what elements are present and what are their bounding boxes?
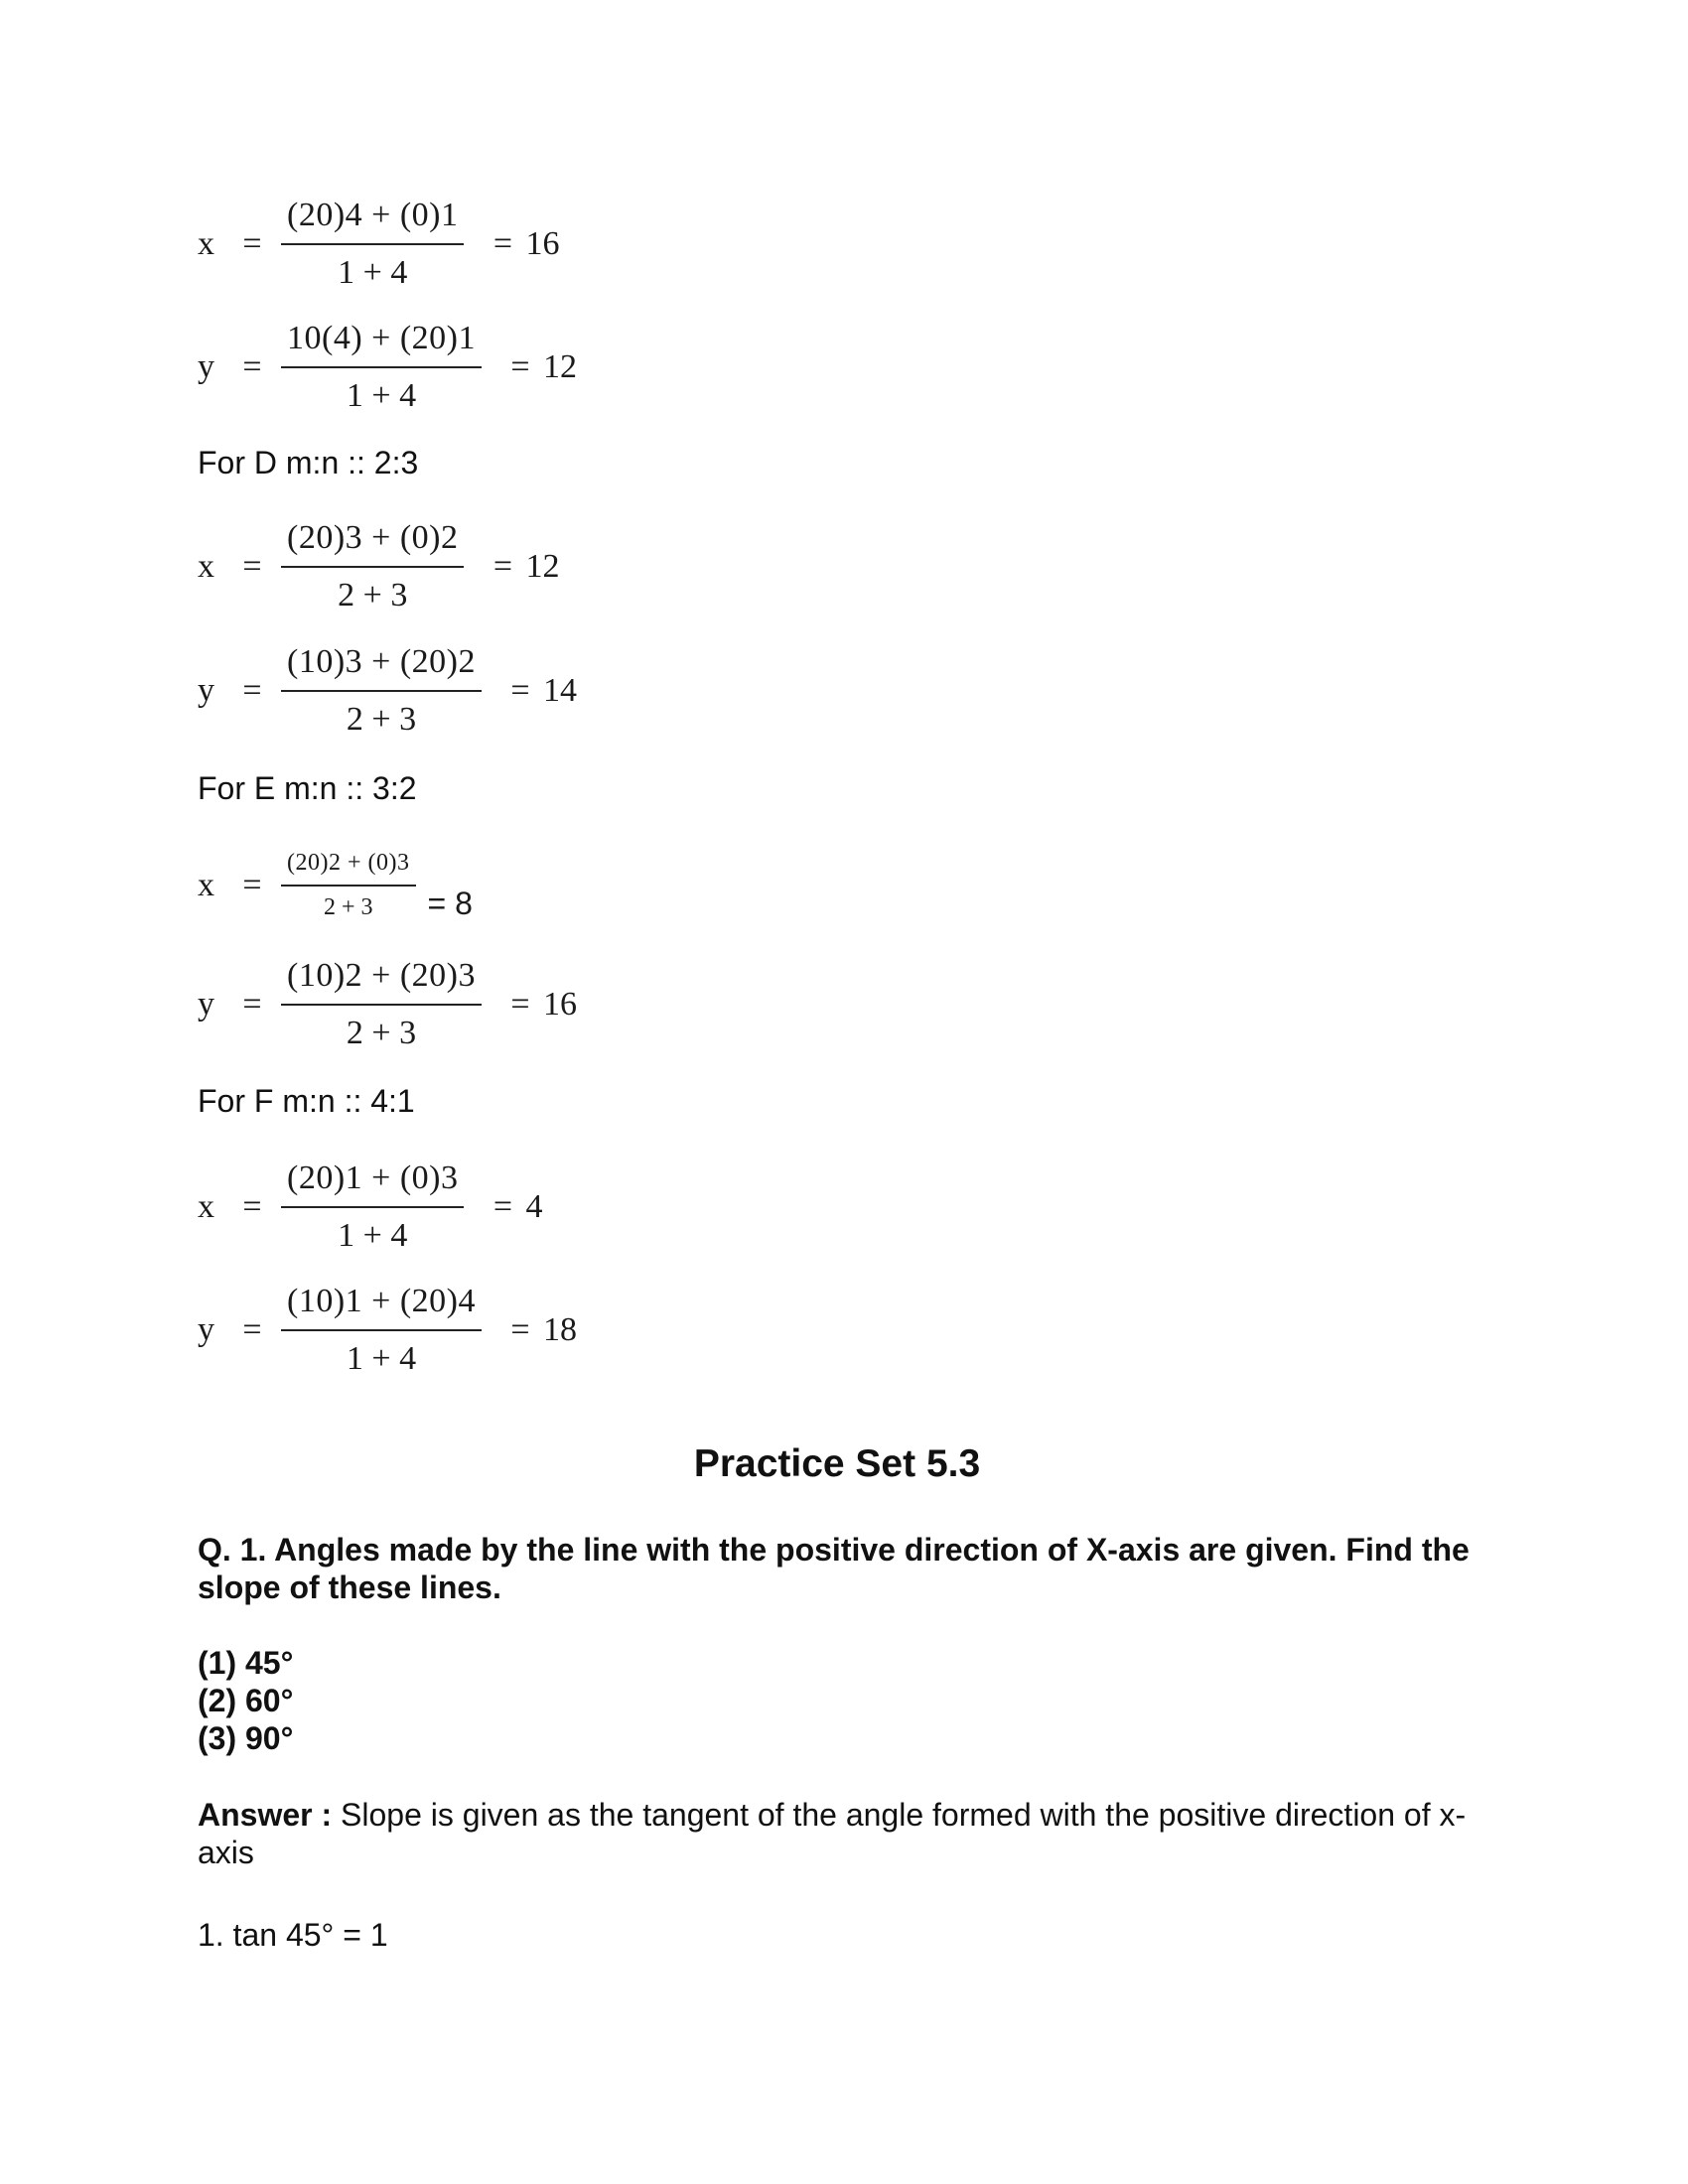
equals-sign: = bbox=[242, 548, 262, 585]
equation-result bbox=[497, 1311, 577, 1349]
equation-result bbox=[497, 986, 577, 1024]
fraction-numerator: (20)1 + (0)3 bbox=[287, 1160, 459, 1196]
equals-sign: = bbox=[242, 986, 262, 1023]
option-item: (1) 45° bbox=[198, 1645, 294, 1681]
fraction-numerator: (20)3 + (0)2 bbox=[287, 519, 459, 556]
fraction-numerator: (20)2 + (0)3 bbox=[287, 850, 410, 876]
equals-sign: = bbox=[492, 225, 513, 262]
equation-result bbox=[428, 886, 473, 922]
fraction bbox=[281, 643, 482, 739]
equation-result bbox=[480, 1188, 542, 1226]
fraction-denominator: 1 + 4 bbox=[338, 254, 408, 291]
equation-variable: x bbox=[198, 548, 214, 585]
equation-y-f bbox=[198, 1283, 577, 1378]
equation-result bbox=[480, 225, 559, 263]
fraction-numerator: 10(4) + (20)1 bbox=[287, 320, 476, 356]
equals-sign: = bbox=[510, 348, 530, 385]
label-for-d: For D m:n :: 2:3 bbox=[198, 445, 419, 480]
fraction-numerator: (10)1 + (20)4 bbox=[287, 1283, 476, 1319]
answer-text: Slope is given as the tangent of the angle formed with the positive direction of x-axis bbox=[198, 1797, 1467, 1870]
fraction-denominator: 2 + 3 bbox=[346, 701, 417, 738]
result-value: 12 bbox=[542, 348, 577, 385]
equation-variable: y bbox=[198, 672, 214, 709]
equation-result bbox=[497, 348, 577, 386]
result-value: 16 bbox=[525, 225, 560, 262]
equation-x-e bbox=[198, 850, 473, 921]
equation-x-f bbox=[198, 1160, 542, 1255]
section-heading-text: Practice Set 5.3 bbox=[693, 1442, 981, 1485]
label-for-e: For E m:n :: 3:2 bbox=[198, 770, 417, 806]
equation-variable: x bbox=[198, 225, 214, 262]
equation-result bbox=[480, 548, 559, 586]
equation-x-d bbox=[198, 519, 559, 614]
question-text: Q. 1. Angles made by the line with the positive direction of X-axis are given. Find the slope of these lines. bbox=[198, 1532, 1470, 1605]
result-value: 16 bbox=[542, 986, 577, 1023]
label-for-f: For F m:n :: 4:1 bbox=[198, 1083, 415, 1119]
result-value: 8 bbox=[455, 885, 473, 921]
result-value: 14 bbox=[542, 672, 577, 709]
equals-sign: = bbox=[510, 986, 530, 1023]
equation-y-d bbox=[198, 643, 577, 739]
option-item: (3) 90° bbox=[198, 1720, 294, 1756]
fraction bbox=[281, 197, 464, 292]
equals-sign: = bbox=[510, 1311, 530, 1348]
equals-sign: = bbox=[242, 867, 262, 903]
equation-x-c bbox=[198, 197, 559, 292]
equation-y-c bbox=[198, 320, 577, 415]
equals-sign: = bbox=[242, 672, 262, 709]
fraction bbox=[281, 320, 482, 415]
equals-sign: = bbox=[242, 348, 262, 385]
result-value: 18 bbox=[542, 1311, 577, 1348]
equals-sign: = bbox=[427, 885, 447, 921]
equation-variable: y bbox=[198, 1311, 214, 1348]
equals-sign: = bbox=[242, 1188, 262, 1225]
question-options bbox=[198, 1644, 293, 1757]
fraction-denominator: 1 + 4 bbox=[346, 377, 417, 414]
option-item: (2) 60° bbox=[198, 1683, 294, 1718]
fraction bbox=[281, 519, 464, 614]
equation-variable: y bbox=[198, 348, 214, 385]
answer-label: Answer : bbox=[198, 1797, 333, 1833]
section-heading bbox=[0, 1442, 1688, 1486]
fraction-numerator: (20)4 + (0)1 bbox=[287, 197, 459, 233]
fraction bbox=[281, 850, 416, 921]
result-value: 12 bbox=[525, 548, 560, 585]
equation-y-e bbox=[198, 957, 577, 1052]
equals-sign: = bbox=[492, 1188, 513, 1225]
equation-variable: y bbox=[198, 986, 214, 1023]
equals-sign: = bbox=[242, 1311, 262, 1348]
equation-variable: x bbox=[198, 1188, 214, 1225]
equation-result bbox=[497, 672, 577, 710]
fraction-numerator: (10)3 + (20)2 bbox=[287, 643, 476, 680]
result-value: 4 bbox=[525, 1188, 543, 1225]
fraction-denominator: 2 + 3 bbox=[338, 577, 408, 614]
fraction-denominator: 1 + 4 bbox=[346, 1340, 417, 1377]
result-line: 1. tan 45° = 1 bbox=[198, 1917, 388, 1953]
equals-sign: = bbox=[492, 548, 513, 585]
fraction bbox=[281, 1283, 482, 1378]
equation-variable: x bbox=[198, 867, 214, 903]
fraction bbox=[281, 1160, 464, 1255]
equals-sign: = bbox=[510, 672, 530, 709]
fraction bbox=[281, 957, 482, 1052]
fraction-denominator: 2 + 3 bbox=[323, 894, 373, 920]
equals-sign: = bbox=[242, 225, 262, 262]
fraction-denominator: 1 + 4 bbox=[338, 1217, 408, 1254]
fraction-numerator: (10)2 + (20)3 bbox=[287, 957, 476, 994]
answer-paragraph bbox=[198, 1796, 1488, 1871]
fraction-denominator: 2 + 3 bbox=[346, 1015, 417, 1051]
